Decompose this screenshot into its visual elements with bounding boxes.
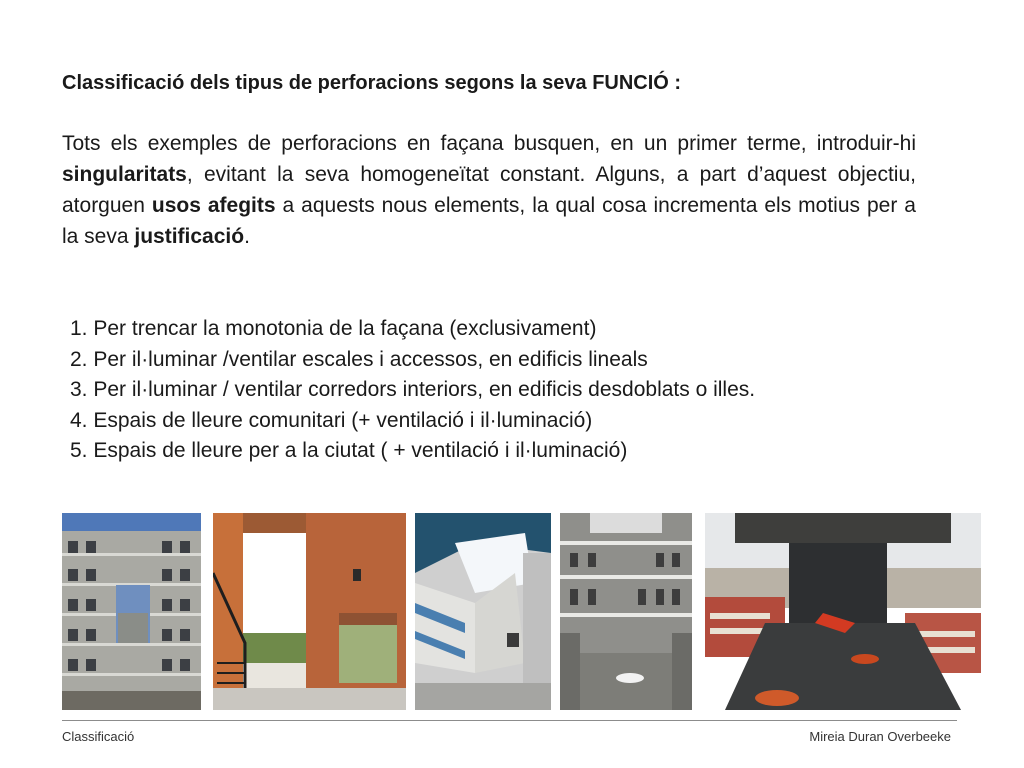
- list-item: 2. Per il·luminar /ventilar escales i accessos, en edificis lineals: [70, 347, 648, 371]
- intro-bold-justificacio: justificació: [134, 225, 245, 248]
- photo-facade-opening: [62, 513, 201, 710]
- function-list: [70, 314, 970, 467]
- footer-section-label: Classificació: [62, 729, 135, 744]
- photo-glass-atrium: [415, 513, 551, 710]
- footer-divider: [62, 720, 957, 721]
- list-item: 5. Espais de lleure per a la ciutat ( + ventilació i il·luminació): [70, 439, 628, 462]
- intro-text-1: Tots els exemples de perforacions en façana busquen, en un primer terme, introduir-hi: [62, 132, 916, 155]
- list-item: 4. Espais de lleure comunitari (+ ventilació i il·luminació): [70, 408, 593, 432]
- list-item: 3. Per il·luminar / ventilar corredors interiors, en edificis desdoblats o illes.: [70, 378, 756, 401]
- intro-text-4: .: [244, 225, 250, 248]
- intro-bold-singularitats: singularitats: [62, 163, 187, 186]
- intro-text-2: , evitant la seva homogeneïtat constant. Alguns, a part d’aquest objectiu, atorguen: [62, 163, 916, 217]
- photo-rooftop-terrace: [705, 513, 981, 710]
- slide-heading: Classificació dels tipus de perforacions segons la seva FUNCIÓ :: [62, 72, 682, 94]
- intro-paragraph: [62, 128, 916, 252]
- footer-author: Mireia Duran Overbeeke: [809, 729, 951, 744]
- intro-text-3: a aquests nous elements, la qual cosa incrementa els motius per a la seva: [62, 194, 916, 248]
- intro-bold-usos-afegits: usos afegits: [151, 194, 276, 217]
- photo-orange-portico: [213, 513, 406, 710]
- photo-interior-courtyard: [560, 513, 692, 710]
- list-item: 1. Per trencar la monotonia de la façana (exclusivament): [70, 317, 597, 340]
